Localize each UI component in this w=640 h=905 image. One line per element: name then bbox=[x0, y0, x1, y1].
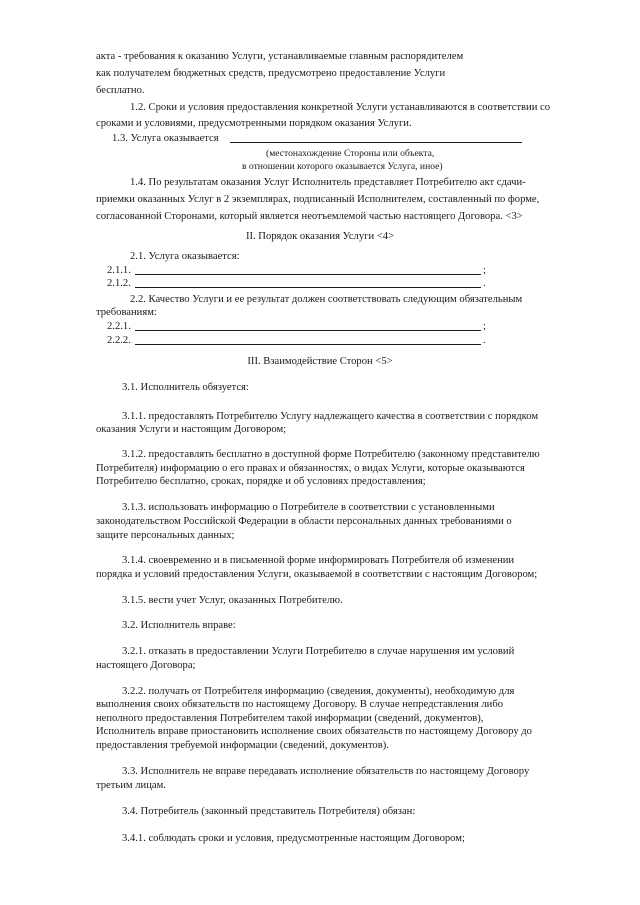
clause-3-4-1: 3.4.1. соблюдать сроки и условия, предусмотренные настоящим Договором; bbox=[122, 833, 465, 844]
section-2-heading: II. Порядок оказания Услуги <4> bbox=[245, 231, 395, 242]
clause-3-1-4-line: порядка и условий предоставления Услуги, оказываемой в соответствии с настоящим Договором; bbox=[96, 569, 538, 580]
clause-2-1: 2.1. Услуга оказывается: bbox=[130, 251, 240, 262]
paragraph-line: как получателем бюджетных средств, предусмотрено предоставление Услуги bbox=[96, 68, 446, 79]
clause-1-4-line: приемки оказанных Услуг в 2 экземплярах, подписанный Исполнителем, составленный по форме, bbox=[96, 194, 540, 205]
clause-3-1-3-line: защите персональных данных; bbox=[96, 530, 235, 541]
clause-3-1-3-line: законодательством Российской Федерации в области персональных данных требованиями о bbox=[96, 516, 512, 527]
clause-3-2-2-line: неполного предоставления Потребителем такой информации (сведений, документов), bbox=[96, 713, 484, 724]
blank-fill-line bbox=[230, 132, 522, 143]
clause-2-2-1-row bbox=[107, 320, 487, 333]
line-end-mark: . bbox=[483, 278, 486, 289]
clause-3-2-2-line: предоставления требуемой информации (сведений, документов). bbox=[96, 740, 389, 751]
clause-1-2-line: 1.2. Сроки и условия предоставления конкретной Услуги устанавливаются в соответствии со bbox=[130, 102, 551, 113]
clause-2-1-2-row bbox=[107, 277, 487, 290]
clause-2-1-1-row bbox=[107, 264, 487, 277]
clause-1-3-row bbox=[112, 132, 522, 145]
clause-3-2-1-line: настоящего Договора; bbox=[96, 660, 196, 671]
blank-fill-line bbox=[135, 277, 481, 288]
clause-1-3-caption: в отношении которого оказывается Услуга, иное) bbox=[242, 161, 443, 172]
line-end-mark: . bbox=[483, 335, 486, 346]
clause-1-4-line: согласованной Сторонами, который является неотъемлемой частью настоящего Договора. <3> bbox=[96, 211, 523, 222]
clause-3-1-3-line: 3.1.3. использовать информацию о Потребителе в соответствии с установленными bbox=[122, 502, 495, 513]
clause-3-2-2-line: выполнения своих обязательств по настоящему Договору. В случае непредставления либо bbox=[96, 699, 504, 710]
paragraph-line: бесплатно. bbox=[96, 85, 145, 96]
blank-fill-line bbox=[135, 264, 481, 275]
clause-3-1-4-line: 3.1.4. своевременно и в письменной форме информировать Потребителя об изменении bbox=[122, 555, 515, 566]
clause-3-1-1-line: оказания Услуги и настоящим Договором; bbox=[96, 424, 287, 435]
clause-2-2-line: требованиям: bbox=[96, 307, 157, 318]
clause-number: 2.1.2. bbox=[107, 278, 131, 289]
clause-3-1-2-line: Потребителю бесплатно, сроках, порядке и об условиях предоставления; bbox=[96, 476, 426, 487]
clause-number: 2.2.2. bbox=[107, 335, 131, 346]
clause-3-2-2-line: Исполнитель вправе приостановить исполнение своих обязательств по настоящему Договору до bbox=[96, 726, 532, 737]
blank-fill-line bbox=[135, 334, 481, 345]
clause-1-4-line: 1.4. По результатам оказания Услуг Исполнитель представляет Потребителю акт сдачи- bbox=[130, 177, 526, 188]
clause-3-1-2-line: 3.1.2. предоставлять бесплатно в доступной форме Потребителю (законному представителю bbox=[122, 449, 540, 460]
clause-3-3-line: третьим лицам. bbox=[96, 780, 166, 791]
clause-3-1-5: 3.1.5. вести учет Услуг, оказанных Потребителю. bbox=[122, 595, 343, 606]
clause-1-2-line: сроками и условиями, предусмотренными порядком оказания Услуги. bbox=[96, 118, 412, 129]
clause-2-2-line: 2.2. Качество Услуги и ее результат должен соответствовать следующим обязательным bbox=[130, 294, 523, 305]
paragraph-line: акта - требования к оказанию Услуги, устанавливаемые главным распорядителем bbox=[96, 51, 464, 62]
line-end-mark: ; bbox=[483, 265, 486, 276]
clause-number: 2.1.1. bbox=[107, 265, 131, 276]
clause-number: 2.2.1. bbox=[107, 321, 131, 332]
clause-3-1-2-line: Потребителя) информацию о его правах и обязанностях, о видах Услуги, которые оказываются bbox=[96, 463, 525, 474]
clause-3-4: 3.4. Потребитель (законный представитель Потребителя) обязан: bbox=[122, 806, 416, 817]
clause-3-2-2-line: 3.2.2. получать от Потребителя информацию (сведения, документы), необходимую для bbox=[122, 686, 515, 697]
clause-3-2: 3.2. Исполнитель вправе: bbox=[122, 620, 236, 631]
blank-fill-line bbox=[135, 320, 481, 331]
clause-2-2-2-row bbox=[107, 334, 487, 347]
clause-3-2-1-line: 3.2.1. отказать в предоставлении Услуги Потребителю в случае нарушения им условий bbox=[122, 646, 515, 657]
line-end-mark: ; bbox=[483, 321, 486, 332]
clause-3-1-1-line: 3.1.1. предоставлять Потребителю Услугу надлежащего качества в соответствии с порядком bbox=[122, 411, 539, 422]
clause-1-3-caption: (местонахождение Стороны или объекта, bbox=[266, 148, 435, 159]
clause-3-1: 3.1. Исполнитель обязуется: bbox=[122, 382, 249, 393]
clause-1-3-label: 1.3. Услуга оказывается bbox=[112, 133, 219, 144]
section-3-heading: III. Взаимодействие Сторон <5> bbox=[247, 356, 393, 367]
clause-3-3-line: 3.3. Исполнитель не вправе передавать исполнение обязательств по настоящему Договору bbox=[122, 766, 530, 777]
